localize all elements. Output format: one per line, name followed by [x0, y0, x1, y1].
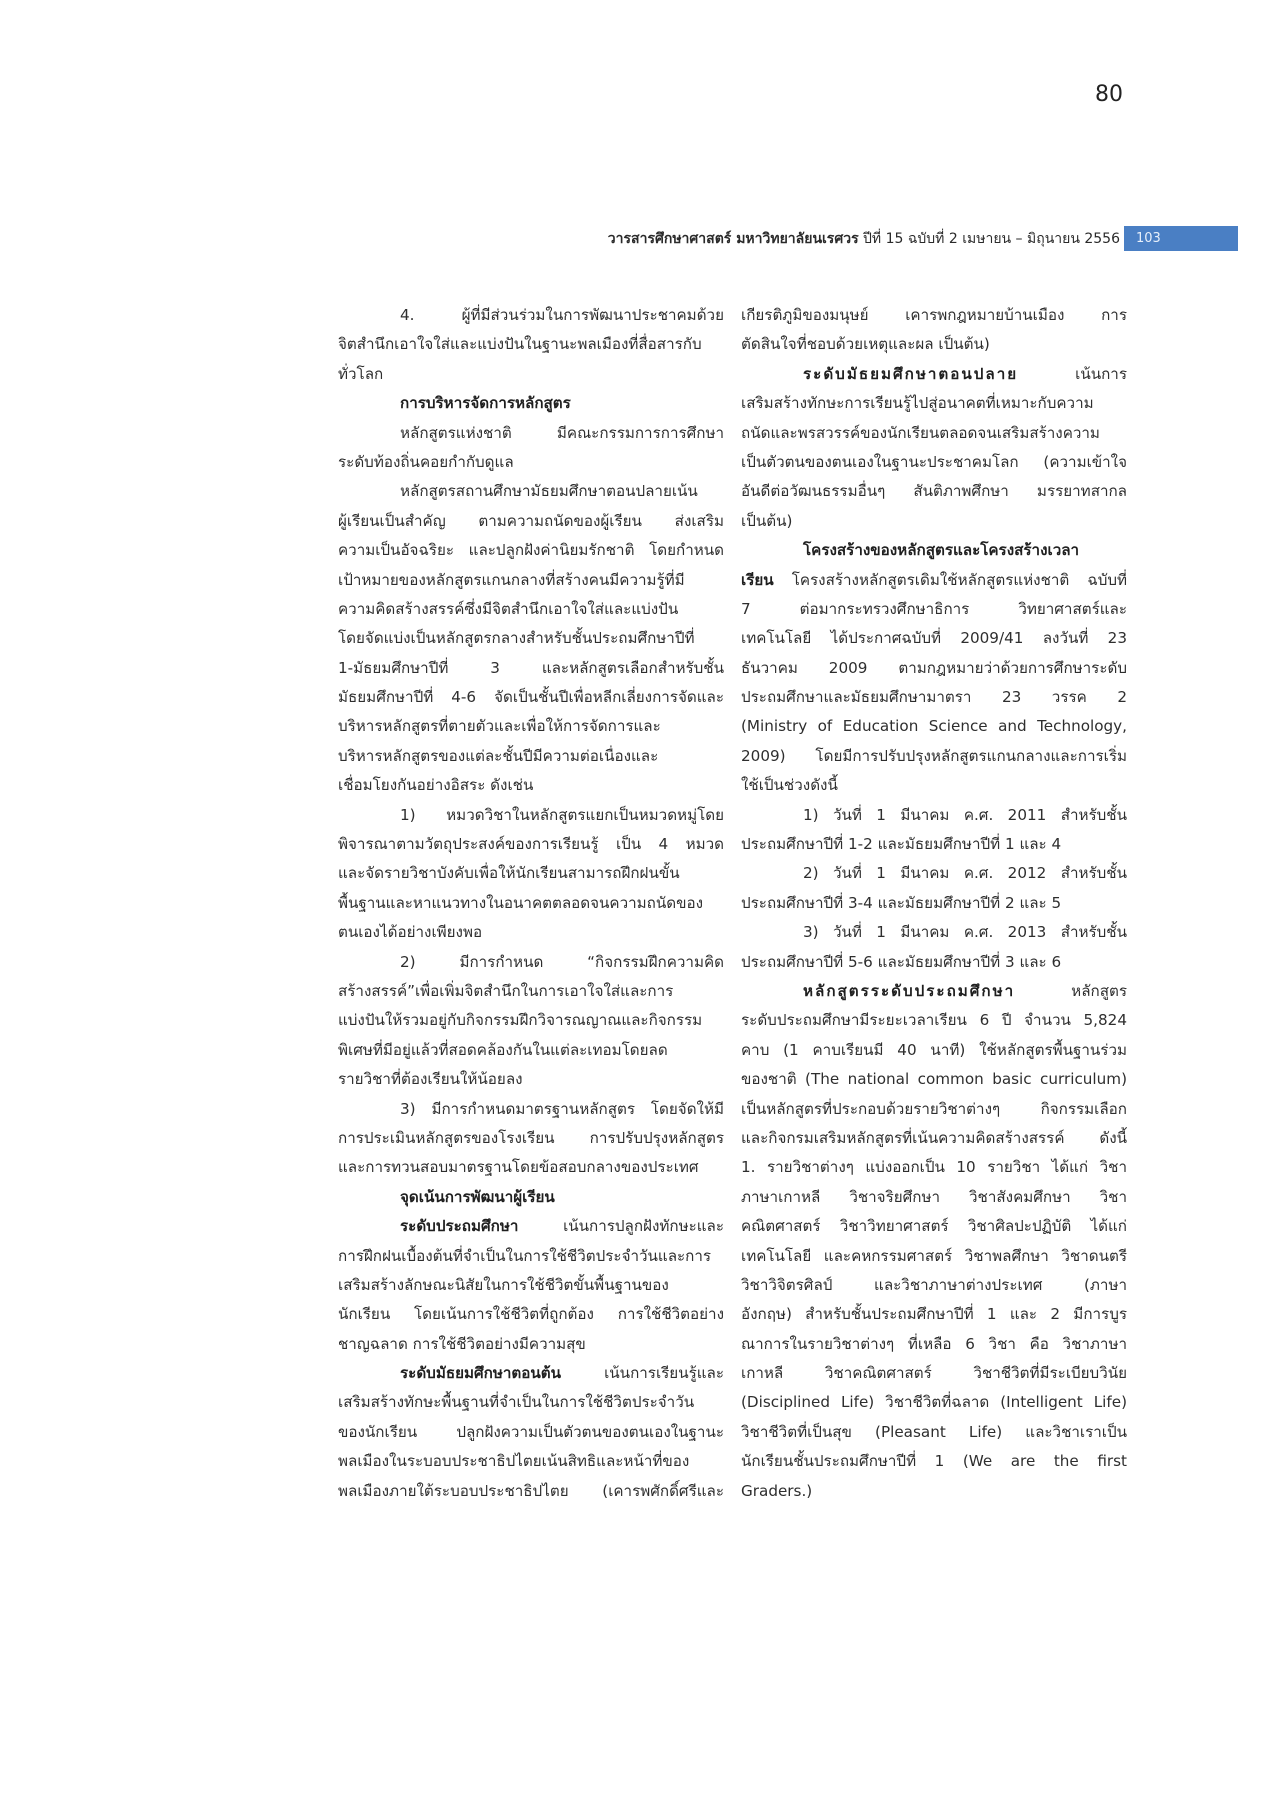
- line-text: 4. ผู้ที่มีส่วนร่วมในการพัฒนาประชาคมด้วย: [400, 306, 724, 324]
- right-column: [741, 301, 1127, 1506]
- issue-info: ปีที่ 15 ฉบับที่ 2 เมษายน – มิถุนายน 2556: [858, 231, 1120, 247]
- text-line: [741, 1271, 1127, 1300]
- text-line: [338, 566, 724, 595]
- line-text: เสริมสร้างทักษะพื้นฐานที่จำเป็นในการใช้ชีวิตประจำวัน: [338, 1393, 695, 1412]
- text-line: [338, 1065, 724, 1094]
- journal-page-tab: 103: [1124, 226, 1238, 251]
- text-line: [338, 507, 724, 536]
- section-heading: ระดับมัธยมศึกษาตอนต้น: [400, 1364, 561, 1383]
- line-text: เทคโนโลยี ได้ประกาศฉบับที่ 2009/41 ลงวันที่ 23: [741, 629, 1127, 648]
- line-text: เน้นการ: [1018, 364, 1127, 383]
- line-text: โครงสร้างหลักสูตรเดิมใช้หลักสูตรแห่งชาติ ฉบับที่: [773, 570, 1127, 589]
- line-text: คณิตศาสตร์ วิชาวิทยาศาสตร์ วิชาศิลปะปฏิบัติ ได้แก่: [741, 1217, 1127, 1236]
- line-text: เทคโนโลยี และคหกรรมศาสตร์ วิชาพลศึกษา วิชาดนตรี: [741, 1246, 1127, 1265]
- line-text: แบ่งปันให้รวมอยู่กับกิจกรรมฝึกวิจารณญาณและกิจกรรม: [338, 1011, 703, 1030]
- text-line: [338, 477, 724, 506]
- section-heading: เรียน: [741, 570, 774, 589]
- line-text: ประถมศึกษาปีที่ 1-2 และมัธยมศึกษาปีที่ 1 และ 4: [741, 835, 1062, 854]
- line-text: เกียรติภูมิของมนุษย์ เคารพกฎหมายบ้านเมือง การ: [741, 306, 1127, 324]
- line-text: โดยจัดแบ่งเป็นหลักสูตรกลางสำหรับชั้นประถมศึกษาปีที่: [338, 629, 695, 648]
- line-text: พิเศษที่มีอยู่แล้วที่สอดคล้องกันในแต่ละเทอมโดยลด: [338, 1040, 668, 1059]
- line-text: วิชาชีวิตที่เป็นสุข (Pleasant Life) และวิชาเราเป็น: [741, 1422, 1127, 1441]
- text-line: [741, 1359, 1127, 1388]
- text-line: [338, 889, 724, 918]
- line-text: จุดเน้นการพัฒนาผู้เรียน: [400, 1187, 555, 1206]
- line-text: 1. รายวิชาต่างๆ แบ่งออกเป็น 10 รายวิชา ได้แก่ วิชา: [741, 1158, 1127, 1177]
- line-text: อังกฤษ) สำหรับชั้นประถมศึกษาปีที่ 1 และ 2 มีการบูร: [741, 1305, 1127, 1324]
- line-text: และจัดรายวิชาบังคับเพื่อให้นักเรียนสามารถฝึกฝนขั้น: [338, 864, 680, 883]
- line-text: อันดีต่อวัฒนธรรมอื่นๆ สันติภาพศึกษา มรรยาทสากล: [741, 482, 1127, 501]
- line-text: ใช้เป็นช่วงดังนี้: [741, 776, 838, 795]
- line-text: (Ministry of Education Science and Technology,: [741, 717, 1127, 736]
- line-text: 1) หมวดวิชาในหลักสูตรแยกเป็นหมวดหมู่โดย: [400, 805, 724, 824]
- section-heading: หลักสูตรระดับประถมศึกษา: [803, 981, 1016, 1000]
- text-line: [338, 389, 724, 418]
- line-text: ภาษาเกาหลี วิชาจริยศึกษา วิชาสังคมศึกษา วิชา: [741, 1187, 1127, 1206]
- text-line: [741, 419, 1127, 448]
- text-line: [338, 1447, 724, 1476]
- text-line: [741, 1300, 1127, 1329]
- left-column: [338, 301, 724, 1506]
- text-line: [741, 830, 1127, 859]
- line-text: 3) วันที่ 1 มีนาคม ค.ศ. 2013 สำหรับชั้น: [803, 923, 1127, 942]
- text-line: [338, 1212, 724, 1241]
- line-text: หลักสูตรแห่งชาติ มีคณะกรรมการการศึกษา: [400, 423, 724, 442]
- text-line: [338, 654, 724, 683]
- line-text: ทั่วโลก: [338, 364, 384, 383]
- text-line: [741, 889, 1127, 918]
- text-line: [741, 1095, 1127, 1124]
- line-text: วิชาวิจิตรศิลป์ และวิชาภาษาต่างประเทศ (ภาษา: [741, 1275, 1127, 1294]
- text-line: [338, 1006, 724, 1035]
- line-text: Graders.): [741, 1481, 813, 1500]
- text-line: [338, 1477, 724, 1506]
- text-line: [338, 712, 724, 741]
- text-line: [338, 1388, 724, 1417]
- line-text: เน้นการเรียนรู้และ: [561, 1364, 724, 1383]
- text-line: [741, 712, 1127, 741]
- text-line: [741, 1006, 1127, 1035]
- page-number: 80: [1095, 82, 1123, 107]
- line-text: รายวิชาที่ต้องเรียนให้น้อยลง: [338, 1070, 523, 1089]
- text-line: [338, 360, 724, 389]
- line-text: ตัดสินใจที่ชอบด้วยเหตุและผล เป็นต้น): [741, 335, 990, 354]
- text-line: [741, 330, 1127, 359]
- section-heading: ระดับมัธยมศึกษาตอนปลาย: [803, 364, 1019, 383]
- line-text: เสริมสร้างลักษณะนิสัยในการใช้ชีวิตขั้นพื้นฐานของ: [338, 1275, 669, 1294]
- line-text: และกิจกรมเสริมหลักสูตรที่เน้นความคิดสร้างสรรค์ ดังนี้: [741, 1128, 1127, 1147]
- text-line: [338, 595, 724, 624]
- text-line: [741, 742, 1127, 771]
- text-line: [338, 742, 724, 771]
- line-text: บริหารหลักสูตรที่ตายตัวและเพื่อให้การจัดการและ: [338, 717, 661, 736]
- text-line: [338, 1271, 724, 1300]
- line-text: การบริหารจัดการหลักสูตร: [400, 394, 571, 413]
- line-text: โครงสร้างของหลักสูตรและโครงสร้างเวลา: [803, 541, 1080, 560]
- text-line: [338, 918, 724, 947]
- text-line: [338, 801, 724, 830]
- text-line: [741, 918, 1127, 947]
- text-line: [741, 1330, 1127, 1359]
- line-text: เป็นต้น): [741, 511, 793, 530]
- line-text: 2) วันที่ 1 มีนาคม ค.ศ. 2012 สำหรับชั้น: [803, 864, 1127, 883]
- text-line: [338, 683, 724, 712]
- text-line: [741, 477, 1127, 506]
- line-text: 2009) โดยมีการปรับปรุงหลักสูตรแกนกลางและการเริ่ม: [741, 746, 1127, 765]
- line-text: เป็นตัวตนของตนเองในฐานะประชาคมโลก (ความเข้าใจ: [741, 452, 1127, 471]
- text-line: [338, 419, 724, 448]
- line-text: ความคิดสร้างสรรค์ซึ่งมีจิตสำนึกเอาใจใส่และแบ่งปัน: [338, 599, 679, 618]
- text-line: [741, 1477, 1127, 1506]
- text-line: [741, 448, 1127, 477]
- line-text: ผู้เรียนเป็นสำคัญ ตามความถนัดของผู้เรียน ส่งเสริม: [338, 511, 724, 530]
- line-text: บริหารหลักสูตรของแต่ละชั้นปีมีความต่อเนื่องและ: [338, 746, 659, 765]
- line-text: 7 ต่อมากระทรวงศึกษาธิการ วิทยาศาสตร์และ: [741, 599, 1127, 618]
- line-text: ชาญฉลาด การใช้ชีวิตอย่างมีความสุข: [338, 1334, 586, 1353]
- text-line: [741, 624, 1127, 653]
- text-line: [741, 1418, 1127, 1447]
- line-text: เกาหลี วิชาคณิตศาสตร์ วิชาชีวิตที่มีระเบียบวินัย: [741, 1364, 1127, 1383]
- line-text: พิจารณาตามวัตถุประสงค์ของการเรียนรู้ เป็น 4 หมวด: [338, 835, 724, 854]
- line-text: เชื่อมโยงกันอย่างอิสระ ดังเช่น: [338, 776, 534, 795]
- line-text: ความเป็นอัจฉริยะ และปลูกฝังค่านิยมรักชาติ โดยกำหนด: [338, 541, 724, 560]
- line-text: ณาการในรายวิชาต่างๆ ที่เหลือ 6 วิชา คือ วิชาภาษา: [741, 1334, 1127, 1353]
- journal-title: วารสารศึกษาศาสตร์ มหาวิทยาลัยนเรศวร: [607, 231, 859, 247]
- text-line: [741, 536, 1127, 565]
- line-text: การฝึกฝนเบื้องต้นที่จำเป็นในการใช้ชีวิตประจำวันและการ: [338, 1246, 712, 1265]
- text-line: [741, 360, 1127, 389]
- line-text: เป็นหลักสูตรที่ประกอบด้วยรายวิชาต่างๆ กิจกรรมเลือก: [741, 1099, 1127, 1118]
- text-line: [741, 1212, 1127, 1241]
- text-line: [741, 859, 1127, 888]
- text-line: [338, 1183, 724, 1212]
- line-text: ถนัดและพรสวรรค์ของนักเรียนตลอดจนเสริมสร้างความ: [741, 423, 1100, 442]
- text-line: [338, 448, 724, 477]
- line-text: นักเรียน โดยเน้นการใช้ชีวิตที่ถูกต้อง การใช้ชีวิตอย่าง: [338, 1305, 724, 1324]
- text-line: [741, 1065, 1127, 1094]
- text-line: [741, 1183, 1127, 1212]
- text-line: [338, 1359, 724, 1388]
- text-line: [741, 1242, 1127, 1271]
- text-line: [338, 1153, 724, 1182]
- text-line: [338, 1300, 724, 1329]
- text-line: [338, 1418, 724, 1447]
- line-text: ของนักเรียน ปลูกฝังความเป็นตัวตนของตนเองในฐานะ: [338, 1422, 724, 1441]
- text-line: [741, 1124, 1127, 1153]
- line-text: (Disciplined Life) วิชาชีวิตที่ฉลาด (Intelligent Life): [741, 1393, 1127, 1412]
- text-line: [741, 977, 1127, 1006]
- text-line: [741, 301, 1127, 330]
- text-line: [741, 1447, 1127, 1476]
- line-text: มัธยมศึกษาปีที่ 4-6 จัดเป็นชั้นปีเพื่อหลีกเลี่ยงการจัดและ: [338, 688, 724, 707]
- line-text: ประถมศึกษาปีที่ 3-4 และมัธยมศึกษาปีที่ 2 และ 5: [741, 893, 1062, 912]
- line-text: 1-มัธยมศึกษาปีที่ 3 และหลักสูตรเลือกสำหรับชั้น: [338, 658, 724, 677]
- line-text: พื้นฐานและหาแนวทางในอนาคตตลอดจนความถนัดของ: [338, 893, 704, 912]
- text-line: [338, 830, 724, 859]
- text-line: [338, 1242, 724, 1271]
- line-text: และการทวนสอบมาตรฐานโดยข้อสอบกลางของประเทศ: [338, 1158, 699, 1177]
- line-text: จิตสำนึกเอาใจใส่และแบ่งปันในฐานะพลเมืองที่สื่อสารกับ: [338, 335, 702, 354]
- text-line: [741, 801, 1127, 830]
- text-line: [741, 1153, 1127, 1182]
- text-line: [741, 654, 1127, 683]
- text-line: [741, 507, 1127, 536]
- section-heading: ระดับประถมศึกษา: [400, 1217, 519, 1236]
- text-line: [741, 595, 1127, 624]
- text-line: [741, 1388, 1127, 1417]
- text-line: [741, 948, 1127, 977]
- line-text: พลเมืองภายใต้ระบอบประชาธิปไตย (เคารพศักดิ์ศรีและ: [338, 1481, 724, 1500]
- line-text: 3) มีการกำหนดมาตรฐานหลักสูตร โดยจัดให้มี: [400, 1099, 724, 1118]
- line-text: ระดับท้องถิ่นคอยกำกับดูแล: [338, 452, 514, 471]
- text-line: [741, 771, 1127, 800]
- line-text: ประถมศึกษาปีที่ 5-6 และมัธยมศึกษาปีที่ 3 และ 6: [741, 952, 1062, 971]
- text-line: [338, 330, 724, 359]
- line-text: ระดับประถมศึกษามีระยะเวลาเรียน 6 ปี จำนวน 5,824: [741, 1011, 1127, 1030]
- line-text: การประเมินหลักสูตรของโรงเรียน การปรับปรุงหลักสูตร: [338, 1128, 724, 1147]
- line-text: ธันวาคม 2009 ตามกฎหมายว่าด้วยการศึกษาระดับ: [741, 658, 1127, 677]
- text-line: [338, 301, 724, 330]
- line-text: หลักสูตร: [1015, 981, 1127, 1000]
- line-text: พลเมืองในระบอบประชาธิปไตยเน้นสิทธิและหน้าที่ของ: [338, 1452, 690, 1471]
- text-line: [338, 1330, 724, 1359]
- line-text: หลักสูตรสถานศึกษามัธยมศึกษาตอนปลายเน้น: [400, 482, 698, 501]
- line-text: ตนเองได้อย่างเพียงพอ: [338, 923, 483, 942]
- text-line: [741, 683, 1127, 712]
- line-text: คาบ (1 คาบเรียนมี 40 นาที) ใช้หลักสูตรพื้นฐานร่วม: [741, 1040, 1127, 1059]
- text-line: [338, 771, 724, 800]
- text-line: [338, 1124, 724, 1153]
- text-line: [338, 1036, 724, 1065]
- text-line: [338, 536, 724, 565]
- text-line: [338, 859, 724, 888]
- line-text: 2) มีการกำหนด “กิจกรรมฝึกความคิด: [400, 952, 724, 971]
- line-text: ของชาติ (The national common basic curriculum): [741, 1070, 1127, 1089]
- running-header: [560, 226, 1120, 252]
- text-line: [338, 948, 724, 977]
- text-line: [338, 624, 724, 653]
- line-text: สร้างสรรค์”เพื่อเพิ่มจิตสำนึกในการเอาใจใส่และการ: [338, 981, 674, 1000]
- line-text: 1) วันที่ 1 มีนาคม ค.ศ. 2011 สำหรับชั้น: [803, 805, 1127, 824]
- line-text: เสริมสร้างทักษะการเรียนรู้ไปสู่อนาคตที่เหมาะกับความ: [741, 394, 1094, 413]
- line-text: ประถมศึกษาและมัธยมศึกษามาตรา 23 วรรค 2: [741, 688, 1127, 707]
- text-line: [741, 389, 1127, 418]
- text-line: [338, 1095, 724, 1124]
- line-text: นักเรียนชั้นประถมศึกษาปีที่ 1 (We are the first: [741, 1452, 1127, 1471]
- text-line: [741, 1036, 1127, 1065]
- text-line: [338, 977, 724, 1006]
- line-text: เป้าหมายของหลักสูตรแกนกลางที่สร้างคนมีความรู้ที่มี: [338, 570, 685, 589]
- line-text: เน้นการปลูกฝังทักษะและ: [518, 1217, 724, 1236]
- text-line: [741, 566, 1127, 595]
